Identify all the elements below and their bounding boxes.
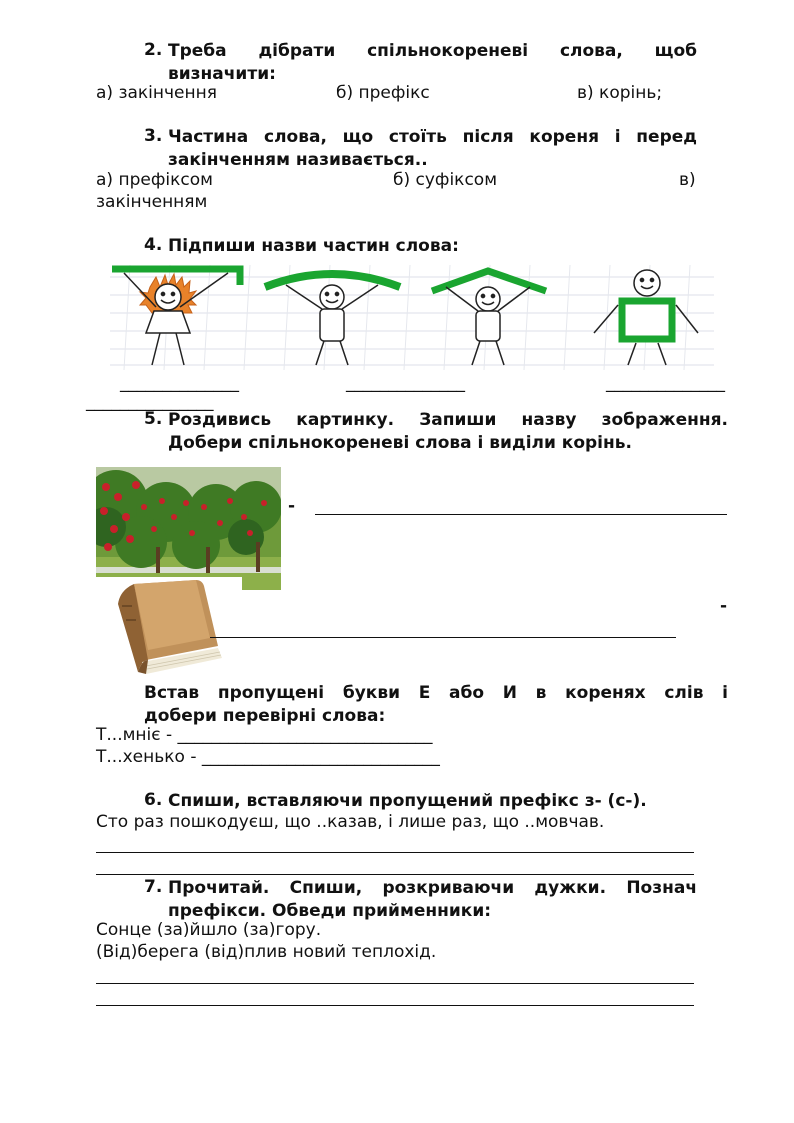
q2-title-line2: визначити: xyxy=(168,64,276,84)
q3-option-c-cont: закінченням xyxy=(96,192,208,212)
q7-answer-line-2[interactable] xyxy=(96,1005,694,1006)
q4-title: Підпиши назви частин слова: xyxy=(168,236,459,256)
q6-text: Сто раз пошкодуєш, що ..казав, і лише раз, що ..мовчав. xyxy=(96,812,605,832)
word-parts-figures xyxy=(110,265,714,370)
q3-option-b: б) суфіксом xyxy=(393,170,498,190)
q2-option-b: б) префікс xyxy=(336,83,430,103)
q6-number: 6. xyxy=(144,790,163,810)
q5-number: 5. xyxy=(144,409,163,429)
insert-title-line2: добери перевірні слова: xyxy=(144,706,386,726)
q5-title-line1: Роздивись картинку. Запиши назву зображення. xyxy=(168,410,728,430)
q5-answer-line-2[interactable] xyxy=(210,637,676,638)
q7-number: 7. xyxy=(144,877,163,897)
q7-title-line2: префікси. Обведи прийменники: xyxy=(168,901,492,921)
q6-answer-line-1[interactable] xyxy=(96,852,694,853)
q4-number: 4. xyxy=(144,235,163,255)
q7-line-1: Сонце (за)йшло (за)гору. xyxy=(96,920,322,940)
q4-blank-1[interactable]: ______________ xyxy=(120,373,239,393)
q6-answer-line-2[interactable] xyxy=(96,874,694,875)
insert-item-1: Т...мніє - ______________________________ xyxy=(96,725,433,745)
q3-option-c: в) xyxy=(679,170,696,190)
q2-number: 2. xyxy=(144,40,163,60)
ending-figure xyxy=(594,270,698,365)
q7-title-line1: Прочитай. Спиши, розкриваючи дужки. Познач xyxy=(168,878,697,898)
q3-title-line2: закінченням називається.. xyxy=(168,150,428,170)
q4-blank-3[interactable]: ______________ xyxy=(606,373,725,393)
q5-dash-2: - xyxy=(720,596,728,616)
q3-option-a: а) префіксом xyxy=(96,170,213,190)
q5-dash-1: - xyxy=(288,496,296,516)
insert-item-2: Т...хенько - ____________________________ xyxy=(96,747,440,767)
q4-blank-2[interactable]: ______________ xyxy=(346,373,465,393)
book-image xyxy=(112,576,224,678)
q3-title-line1: Частина слова, що стоїть після кореня і перед xyxy=(168,127,697,147)
q4-blank-4[interactable]: _______________ xyxy=(86,392,214,412)
q2-option-c: в) корінь; xyxy=(577,83,663,103)
q3-number: 3. xyxy=(144,126,163,146)
q6-title: Спиши, вставляючи пропущений префікс з- (с-). xyxy=(168,791,647,811)
apple-orchard-image xyxy=(96,467,281,590)
q7-line-2: (Від)берега (від)плив новий теплохід. xyxy=(96,942,437,962)
insert-title-line1: Встав пропущені букви Е або И в коренях слів і xyxy=(144,683,728,703)
q5-answer-line-1[interactable] xyxy=(315,514,727,515)
q2-option-a: а) закінчення xyxy=(96,83,217,103)
q7-answer-line-1[interactable] xyxy=(96,983,694,984)
q2-title-line1: Треба дібрати спільнокореневі слова, щоб xyxy=(168,41,697,61)
q5-title-line2: Добери спільнокореневі слова і виділи корінь. xyxy=(168,433,632,453)
prefix-figure xyxy=(112,269,240,365)
